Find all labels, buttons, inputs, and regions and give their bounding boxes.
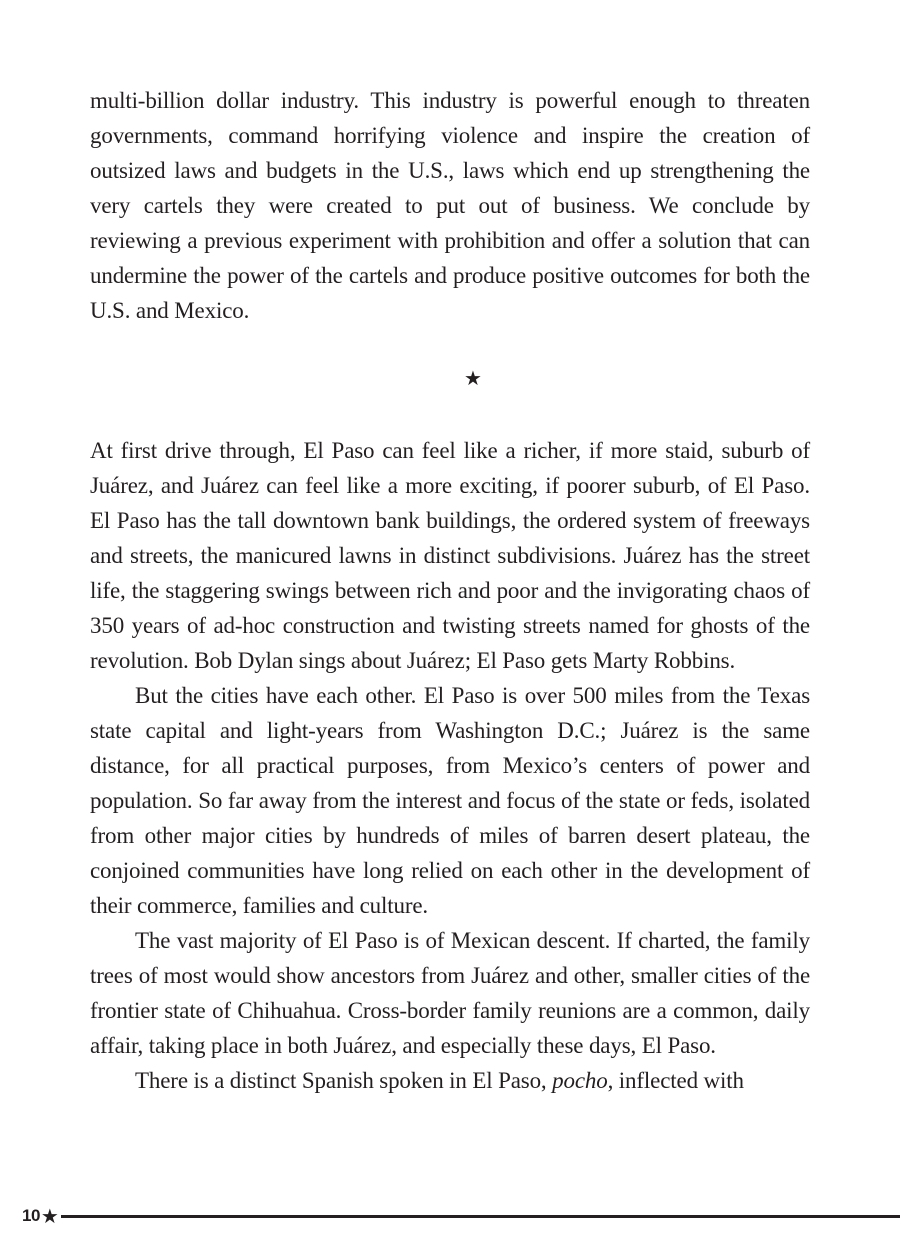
paragraph-1: At first drive through, El Paso can feel like a richer, if more staid, suburb of Juárez, and Juárez can feel like a more exciting, if poorer suburb, of El Paso. El Paso has the tall downtown bank buildings, the ordered system of freeways and streets, the manicured lawns in distinct subdivisions. Juárez has the street life, the staggering swings between rich and poor and the invigorating chaos of 350 years of ad-hoc construction and twisting streets named for ghosts of the revolution. Bob Dylan sings about Juárez; El Paso gets Marty Robbins. [90,438,810,673]
paragraph-4-text-start: There is a distinct Spanish spoken in El Paso, [135,1068,553,1093]
page-number: 10 [22,1206,40,1225]
footer-star-icon: ★ [40,1204,59,1228]
section-separator-star-icon: ★ [464,366,482,390]
intro-text-block [90,83,810,328]
footer-rule [61,1215,900,1218]
page-footer [22,1204,900,1228]
paragraph-2: But the cities have each other. El Paso is over 500 miles from the Texas state capital and light-years from Washington D.C.; Juárez is the same distance, for all practical purposes, from Mexico’s centers of power and population. So far away from the interest and focus of the state or feds, isolated from other major cities by hundreds of miles of barren desert plateau, the conjoined communities have long relied on each other in the development of their commerce, families and culture. [90,683,810,918]
main-text-block [90,433,810,1098]
paragraph-4-italic-term: pocho [552,1068,608,1093]
top-paragraph: multi-billion dollar industry. This industry is powerful enough to threaten governments, command horrifying violence and inspire the creation of outsized laws and budgets in the U.S., laws which end up strengthening the very cartels they were created to put out of business. We conclude by reviewing a previous experiment with prohibition and offer a solution that can undermine the power of the cartels and produce positive outcomes for both the U.S. and Mexico. [90,88,810,323]
paragraph-3: The vast majority of El Paso is of Mexican descent. If charted, the family trees of most would show ancestors from Juárez and other, smaller cities of the frontier state of Chihuahua. Cross-border family reunions are a common, daily affair, taking place in both Juárez, and especially these days, El Paso. [90,928,810,1058]
paragraph-4-text-end: , inflected with [607,1068,744,1093]
paragraph-4 [90,1063,810,1098]
